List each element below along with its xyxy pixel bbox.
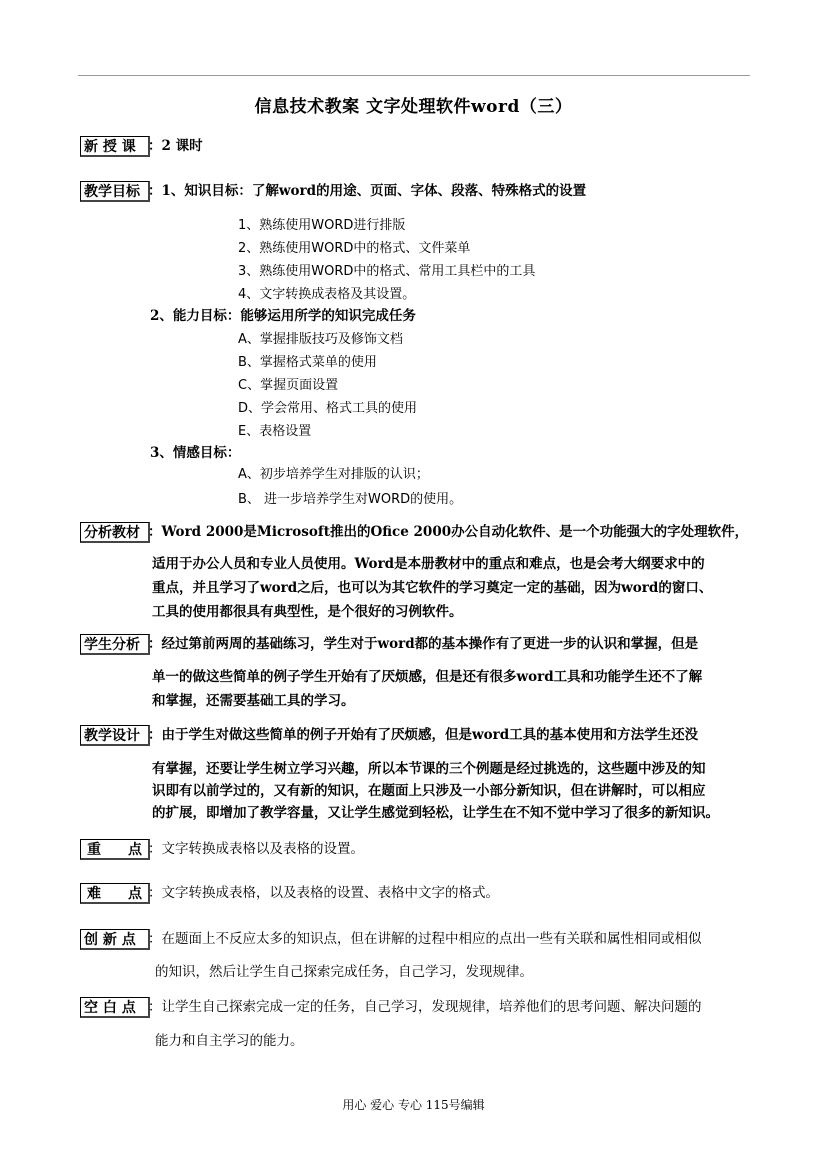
- label-sheji: 教学设计: [80, 725, 150, 746]
- nandian-text: ：文字转换成表格，以及表格的设置、表格中文字的格式。: [148, 885, 499, 901]
- list-item: B、掌握格式菜单的使用: [238, 355, 377, 370]
- list-item: A、掌握排版技巧及修饰文档: [238, 332, 403, 347]
- jiaocai-body: 适用于办公人员和专业人员使用。Word是本册教材中的重点和难点，也是会考大纲要求中的 重点，并且学习了word之后，也可以为其它软件的学习奠定一定的基础，因为word的窗口、 工具的使用都很具有典型性，是个很好的习例软件。: [152, 556, 713, 620]
- list-item: D、学会常用、格式工具的使用: [238, 401, 418, 416]
- chuangxin-line-1: ：在题面上不反应太多的知识点，但在讲解的过程中相应的点出一些有关联和属性相同或相似: [148, 931, 702, 947]
- list-item: E、表格设置: [238, 424, 312, 439]
- document-title: 信息技术教案 文字处理软件word（三）: [254, 97, 573, 117]
- sheji-line-1: ：由于学生对做这些简单的例子开始有了厌烦感，但是word工具的基本使用和方法学生还没: [148, 727, 699, 743]
- list-item: 1、熟练使用WORD进行排版: [238, 218, 406, 233]
- label-chuangxin: 创 新 点: [80, 929, 150, 950]
- label-jiaocai: 分析教材: [80, 522, 150, 543]
- xuesheng-line-1: ：经过第前两周的基础练习，学生对于word都的基本操作有了更进一步的认识和掌握，但是: [148, 636, 699, 652]
- goal-1-list: [238, 216, 535, 305]
- xinshouke-text: ：2 课时: [148, 138, 203, 154]
- mubiao-goal-2: 2、能力目标：能够运用所学的知识完成任务: [150, 308, 416, 324]
- list-item: B、 进一步培养学生对WORD的使用。: [238, 492, 463, 507]
- jiaocai-line-1: ：Word 2000是Microsoft推出的Ofice 2000办公自动化软件、是一个功能强大的字处理软件，: [148, 524, 749, 540]
- kongbai-line-1: ：让学生自己探索完成一定的任务，自己学习，发现规律，培养他们的思考问题、解决问题的: [148, 999, 702, 1015]
- chuangxin-line-2: 的知识，然后让学生自己探索完成任务，自己学习，发现规律。: [155, 964, 533, 980]
- mubiao-goal-3: 3、情感目标：: [150, 445, 241, 461]
- goal-3-list: [238, 465, 462, 510]
- header-rule: [78, 75, 750, 76]
- list-item: C、掌握页面设置: [238, 378, 339, 393]
- page-footer: 用心 爱心 专心 115号编辑: [342, 1098, 485, 1112]
- zhongdian-text: ：文字转换成表格以及表格的设置。: [148, 841, 364, 857]
- kongbai-line-2: 能力和自主学习的能力。: [155, 1033, 304, 1049]
- mubiao-goal-1: ：1、知识目标：了解word的用途、页面、字体、段落、特殊格式的设置: [148, 183, 587, 199]
- goal-2-list: [238, 330, 417, 442]
- label-nandian: 难 点: [80, 883, 150, 904]
- label-mubiao: 教学目标: [80, 181, 150, 202]
- label-zhongdian: 重 点: [80, 839, 150, 860]
- xuesheng-body: 单一的做这些简单的例子学生开始有了厌烦感，但是还有很多word工具和功能学生还不了解 和掌握，还需要基础工具的学习。: [152, 669, 703, 709]
- sheji-body: 有掌握，还要让学生树立学习兴趣，所以本节课的三个例题是经过挑选的，这些题中涉及的知 识即有以前学过的，又有新的知识，在题面上只涉及一小部分新知识，但在讲解时，可以相应 的扩展，即增加了教学容量，又让学生感觉到轻松，让学生在不知不觉中学习了很多的新知识。: [152, 761, 719, 821]
- list-item: 4、文字转换成表格及其设置。: [238, 287, 416, 302]
- list-item: A、初步培养学生对排版的认识；: [238, 467, 429, 482]
- list-item: 3、熟练使用WORD中的格式、常用工具栏中的工具: [238, 264, 536, 279]
- label-kongbai: 空 白 点: [80, 997, 150, 1018]
- label-xuesheng: 学生分析: [80, 634, 150, 655]
- list-item: 2、熟练使用WORD中的格式、文件菜单: [238, 241, 471, 256]
- label-xinshouke: 新 授 课: [80, 136, 150, 157]
